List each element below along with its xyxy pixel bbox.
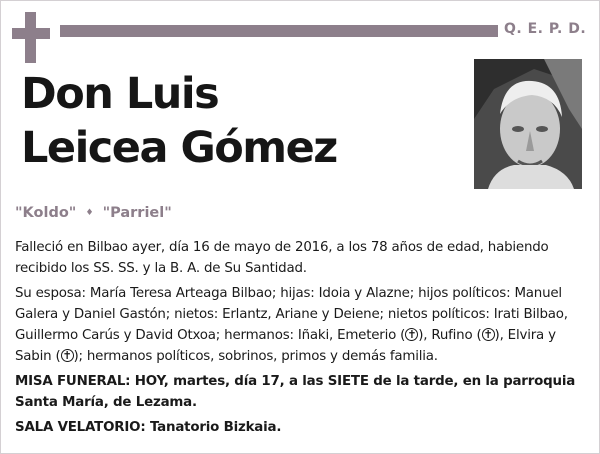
family-paragraph: Su esposa: María Teresa Arteaga Bilbao; hijas: Idoia y Alazne; hijos políticos: Manuel Galera y Daniel Gastón; nietos: Erlantz, Ariane y Deiene; nietos políticos: Irati Bilbao, Guillermo Carús y David Otxoa; hermanos: Iñaki, Emeterio ( ✝ ), Rufino ( ✝ ), Elvira y Sabin ( ✝ ); hermanos políticos, sobrinos, primos y demás familia. [15, 286, 568, 364]
funeral-paragraph: MISA FUNERAL: HOY, martes, día 17, a las SIETE de la tarde, en la parroquia Santa María, de Lezama. [15, 374, 576, 410]
notice-body [15, 237, 587, 442]
header-rule [60, 25, 498, 37]
name-line-1: Don Luis [21, 69, 219, 119]
nickname-1: "Koldo" [15, 205, 77, 221]
portrait-photo [474, 59, 582, 189]
death-paragraph: Falleció en Bilbao ayer, día 16 de mayo de 2016, a los 78 años de edad, habiendo recibido los SS. SS. y la B. A. de Su Santidad. [15, 240, 549, 276]
nickname-separator-icon: ♦ [85, 208, 94, 218]
nickname-2: "Parriel" [102, 205, 172, 221]
cross-icon [12, 12, 50, 63]
deceased-name [21, 67, 461, 175]
deceased-cross-icon: ✝ [407, 328, 417, 341]
wake-paragraph: SALA VELATORIO: Tanatorio Bizkaia. [15, 420, 282, 435]
nicknames [15, 205, 415, 221]
qepd-label: Q. E. P. D. [504, 21, 587, 37]
portrait-image [474, 59, 582, 189]
deceased-cross-icon: ✝ [483, 328, 493, 341]
name-line-2: Leicea Gómez [21, 123, 337, 173]
deceased-cross-icon: ✝ [62, 349, 72, 362]
